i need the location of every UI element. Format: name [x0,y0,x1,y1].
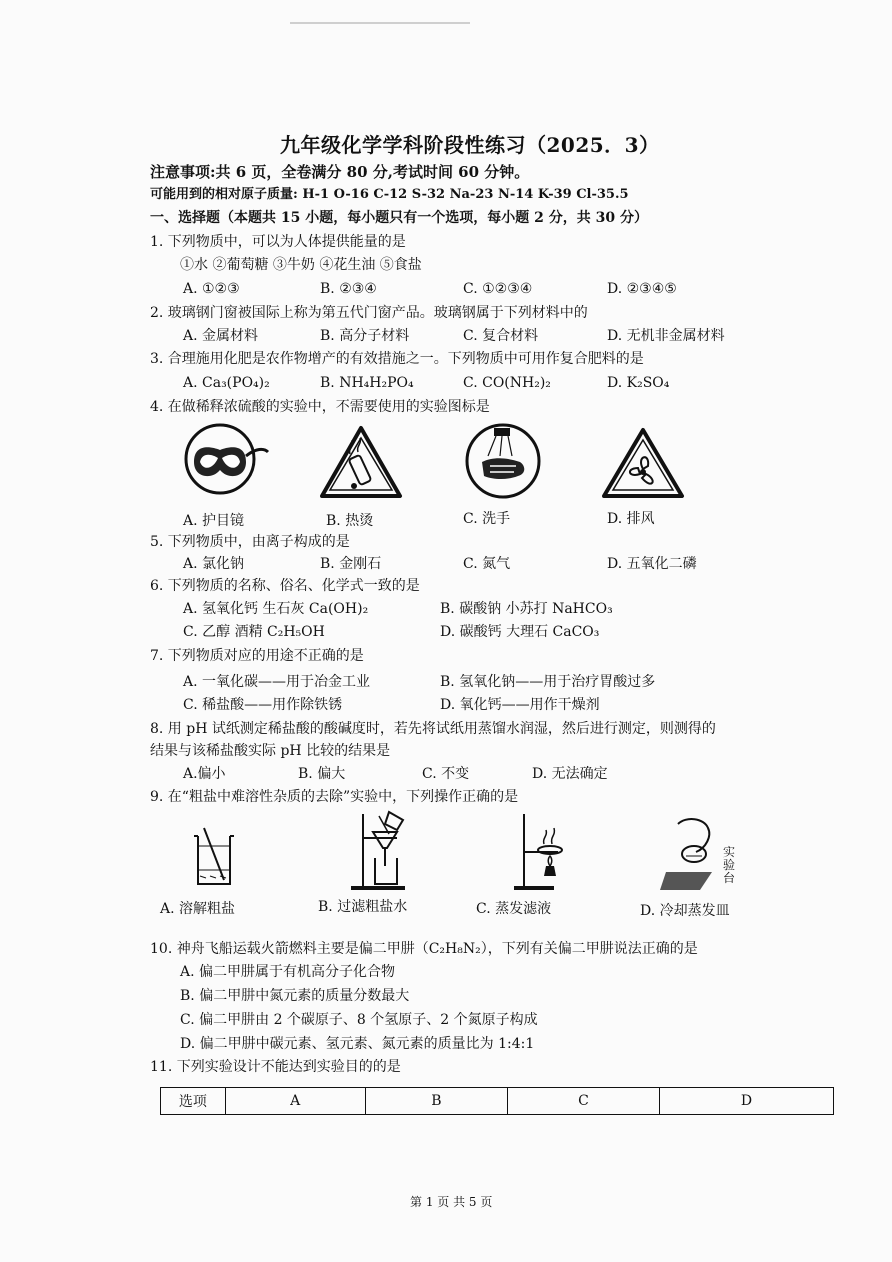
question-5-option-d: D. 五氧化二磷 [607,556,697,572]
question-7-option-a: A. 一氧化碳——用于冶金工业 [183,674,371,690]
question-8-option-a: A.偏小 [183,766,226,782]
section-heading: 一、选择题（本题共 15 小题，每小题只有一个选项，每小题 2 分，共 30 分） [150,210,648,226]
question-9-stem: 9. 在“粗盐中难溶性杂质的去除”实验中，下列操作正确的是 [150,789,519,805]
question-1-option-d: D. ②③④⑤ [607,281,677,297]
question-7-option-d: D. 氧化钙——用作干燥剂 [440,697,600,713]
question-3-option-a: A. Ca₃(PO₄)₂ [183,375,270,391]
question-6-stem: 6. 下列物质的名称、俗名、化学式一致的是 [150,578,420,594]
question-7-stem: 7. 下列物质对应的用途不正确的是 [150,648,364,664]
question-9-option-c: C. 蒸发滤液 [476,901,552,917]
question-9-option-a: A. 溶解粗盐 [160,901,236,917]
atomic-masses: 可能用到的相对原子质量: H-1 O-16 C-12 S-32 Na-23 N-14 K-39 Cl-35.5 [150,187,629,202]
question-8-option-c: C. 不变 [422,766,470,782]
question-4-stem: 4. 在做稀释浓硫酸的实验中，不需要使用的实验图标是 [150,399,490,415]
table-header-cell: A [225,1088,365,1115]
notice: 注意事项:共 6 页，全卷满分 80 分,考试时间 60 分钟。 [150,163,530,181]
bench-label: 实验台 [722,845,735,885]
question-3-option-b: B. NH₄H₂PO₄ [320,375,414,391]
evaporation-apparatus-icon [510,810,570,892]
question-6-option-c: C. 乙醇 酒精 C₂H₅OH [183,624,325,640]
question-3-option-d: D. K₂SO₄ [607,375,670,391]
question-10-option-b: B. 偏二甲肼中氮元素的质量分数最大 [180,988,410,1004]
question-1-stem: 1. 下列物质中，可以为人体提供能量的是 [150,234,406,250]
question-10-option-c: C. 偏二甲肼由 2 个碳原子、8 个氢原子、2 个氮原子构成 [180,1012,538,1028]
table-header-cell: D [660,1088,834,1115]
question-2-option-d: D. 无机非金属材料 [607,328,725,344]
question-6-option-d: D. 碳酸钙 大理石 CaCO₃ [440,624,600,640]
question-1-option-a: A. ①②③ [183,281,240,297]
question-2-option-a: A. 金属材料 [183,328,259,344]
question-4-option-b: B. 热烫 [326,513,374,529]
question-11-table [160,1087,834,1115]
question-5-option-b: B. 金刚石 [320,556,382,572]
question-1-items: ①水 ②葡萄糖 ③牛奶 ④花生油 ⑤食盐 [180,257,422,273]
question-3-option-c: C. CO(NH₂)₂ [463,375,551,391]
hot-surface-icon [318,424,404,500]
filtration-apparatus-icon [345,808,415,892]
question-10-option-d: D. 偏二甲肼中碳元素、氢元素、氮元素的质量比为 1:4:1 [180,1036,535,1052]
question-7-option-c: C. 稀盐酸——用作除铁锈 [183,697,343,713]
question-2-option-b: B. 高分子材料 [320,328,410,344]
question-11-stem: 11. 下列实验设计不能达到实验目的的是 [150,1059,401,1075]
question-1-option-b: B. ②③④ [320,281,377,297]
ventilation-fan-icon [600,426,686,500]
question-8-option-d: D. 无法确定 [532,766,608,782]
question-10-stem: 10. 神舟飞船运载火箭燃料主要是偏二甲肼（C₂H₈N₂），下列有关偏二甲肼说法正确的是 [150,941,698,957]
question-7-option-b: B. 氢氧化钠——用于治疗胃酸过多 [440,674,656,690]
question-3-stem: 3. 合理施用化肥是农作物增产的有效措施之一。下列物质中可用作复合肥料的是 [150,351,644,367]
page-title: 九年级化学学科阶段性练习（2025．3） [280,133,660,157]
goggles-icon [180,422,272,496]
question-8-stem-continued: 结果与该稀盐酸实际 pH 比较的结果是 [150,743,391,759]
hand-wash-icon [460,422,546,500]
question-9-option-b: B. 过滤粗盐水 [318,899,408,915]
question-1-option-c: C. ①②③④ [463,281,533,297]
question-6-option-a: A. 氢氧化钙 生石灰 Ca(OH)₂ [183,601,369,617]
question-10-option-a: A. 偏二甲肼属于有机高分子化合物 [180,964,396,980]
table-header-cell: B [365,1088,507,1115]
question-8-option-b: B. 偏大 [298,766,346,782]
table-header-cell: C [507,1088,659,1115]
question-5-option-c: C. 氮气 [463,556,511,572]
question-5-option-a: A. 氯化钠 [183,556,245,572]
question-8-stem: 8. 用 pH 试纸测定稀盐酸的酸碱度时，若先将试纸用蒸馏水润湿，然后进行测定，则测得的 [150,721,716,737]
beaker-stirring-icon [190,826,240,890]
question-4-option-d: D. 排风 [607,511,655,527]
question-5-stem: 5. 下列物质中，由离子构成的是 [150,534,350,550]
table-header-cell: 选项 [161,1088,226,1115]
question-2-option-c: C. 复合材料 [463,328,539,344]
table-header-row [161,1088,834,1115]
question-2-stem: 2. 玻璃钢门窗被国际上称为第五代门窗产品。玻璃钢属于下列材料中的 [150,305,588,321]
question-4-option-c: C. 洗手 [463,511,511,527]
page-footer: 第 1 页 共 5 页 [410,1195,493,1209]
scan-artifact-line [290,22,470,24]
question-6-option-b: B. 碳酸钠 小苏打 NaHCO₃ [440,601,613,617]
question-4-option-a: A. 护目镜 [183,513,245,529]
question-9-option-d: D. 冷却蒸发皿 [640,903,730,919]
